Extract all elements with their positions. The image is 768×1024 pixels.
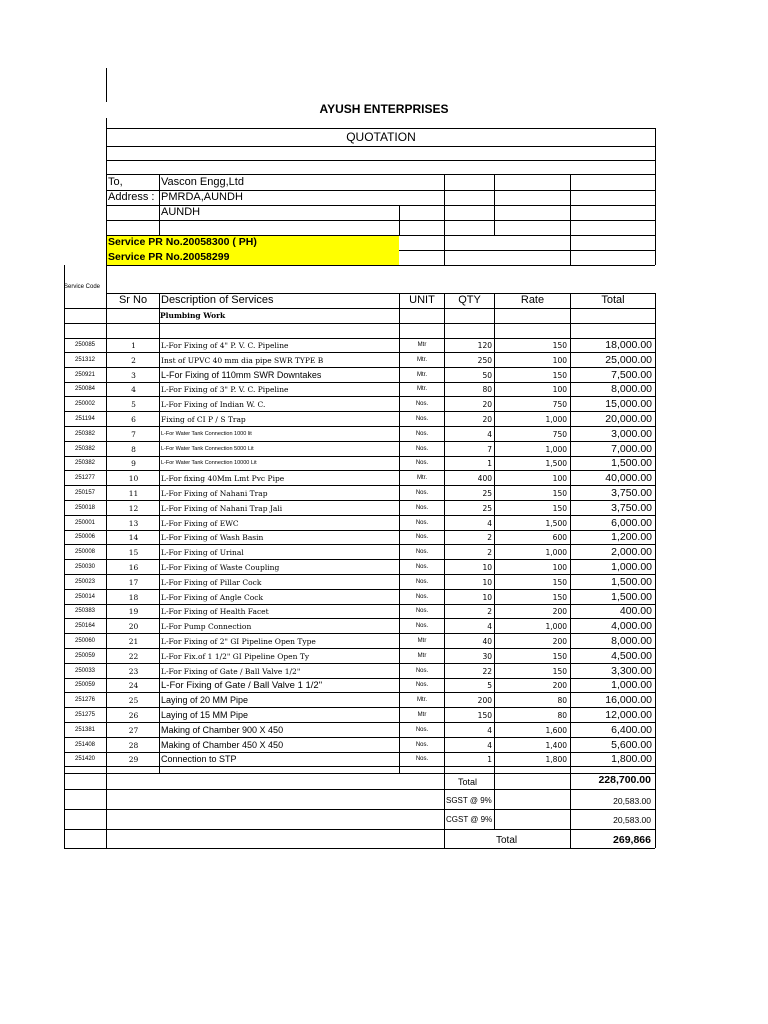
grand-total-label: Total <box>496 835 518 846</box>
total-cell: 12,000.00 <box>605 709 652 721</box>
sr-no-cell: 24 <box>128 681 139 690</box>
table-row <box>0 368 768 383</box>
table-row <box>0 634 768 649</box>
total-cell: 1,800.00 <box>611 753 652 765</box>
sr-no-cell: 23 <box>128 667 139 676</box>
description-cell: Fixing of CI P / S Trap <box>161 415 246 424</box>
total-cell: 3,750.00 <box>611 502 652 514</box>
qty-cell: 7 <box>487 445 492 454</box>
description-cell: Laying of 20 MM Pipe <box>161 695 249 705</box>
total-cell: 3,750.00 <box>611 487 652 499</box>
service-code-cell: 250059 <box>74 653 96 659</box>
rate-cell: 200 <box>552 637 567 646</box>
company-name: AYUSH ENTERPRISES <box>319 102 449 116</box>
qty-cell: 40 <box>482 637 492 646</box>
total-cell: 1,500.00 <box>611 457 652 469</box>
service-code-cell: 250382 <box>74 446 96 452</box>
table-row <box>0 693 768 708</box>
unit-cell: Nos. <box>415 608 429 614</box>
service-code-cell: 250030 <box>74 564 96 570</box>
unit-cell: Mtr. <box>417 475 427 481</box>
service-code-cell: 250084 <box>74 386 96 392</box>
document-title: QUOTATION <box>346 130 416 144</box>
unit-cell: Nos. <box>415 564 429 570</box>
sr-no-cell: 7 <box>131 430 136 439</box>
to-label: To, <box>108 176 123 188</box>
table-row <box>0 560 768 575</box>
qty-cell: 250 <box>477 356 492 365</box>
cgst-value: 20,583.00 <box>613 815 651 825</box>
rate-cell: 1,000 <box>545 445 567 454</box>
sr-no-cell: 22 <box>128 652 139 661</box>
description-cell: L-For Fixing of EWC <box>161 519 239 528</box>
unit-cell: Mtr <box>417 712 427 718</box>
service-code-cell: 250033 <box>74 668 96 674</box>
unit-cell: Nos. <box>415 682 429 688</box>
subtotal-label: Total <box>458 777 478 787</box>
total-cell: 15,000.00 <box>605 398 652 410</box>
description-cell: L-For Fixing of 3" P. V. C. Pipeline <box>161 385 289 394</box>
table-row <box>0 590 768 605</box>
rate-cell: 100 <box>552 385 567 394</box>
rate-cell: 1,000 <box>545 548 567 557</box>
service-code-cell: 251194 <box>75 416 95 422</box>
total-cell: 3,000.00 <box>611 428 652 440</box>
qty-cell: 50 <box>482 371 492 380</box>
description-cell: L-For Fixing of Gate / Ball Valve 1/2" <box>161 667 301 676</box>
header-unit: UNIT <box>409 294 435 306</box>
sr-no-cell: 6 <box>131 415 136 424</box>
cgst-label: CGST @ 9% <box>446 815 493 824</box>
service-code-cell: 250383 <box>74 608 96 614</box>
sr-no-cell: 10 <box>128 474 139 483</box>
description-cell: L-For Fixing of Urinal <box>161 548 244 557</box>
sr-no-cell: 9 <box>131 459 136 468</box>
description-cell: Inst of UPVC 40 mm dia pipe SWR TYPE B <box>161 356 324 365</box>
service-code-cell: 250921 <box>74 372 96 378</box>
unit-cell: Nos. <box>415 756 429 762</box>
description-cell: L-For Fixing of Gate / Ball Valve 1 1/2" <box>161 680 323 691</box>
header-description: Description of Services <box>161 294 274 306</box>
row-divider <box>64 766 655 767</box>
unit-cell: Mtr. <box>417 357 427 363</box>
to-value: Vascon Engg,Ltd <box>161 176 244 188</box>
total-cell: 20,000.00 <box>605 413 652 425</box>
rate-cell: 150 <box>552 652 567 661</box>
description-cell: Making of Chamber 900 X 450 <box>161 725 284 735</box>
qty-cell: 2 <box>487 548 492 557</box>
rate-cell: 100 <box>552 474 567 483</box>
unit-cell: Mtr <box>417 653 427 659</box>
sr-no-cell: 29 <box>128 755 139 764</box>
rate-cell: 150 <box>552 578 567 587</box>
description-cell: Laying of 15 MM Pipe <box>161 710 249 720</box>
total-cell: 4,000.00 <box>611 620 652 632</box>
unit-cell: Nos. <box>415 460 429 466</box>
description-cell: L-For Fixing of 4" P. V. C. Pipeline <box>161 341 289 350</box>
qty-cell: 1 <box>487 459 492 468</box>
section-heading: Plumbing Work <box>160 311 226 320</box>
table-row <box>0 516 768 531</box>
table-row <box>0 397 768 412</box>
table-row <box>0 471 768 486</box>
address-label: Address : <box>108 191 155 203</box>
table-row <box>0 678 768 693</box>
rate-cell: 750 <box>552 400 567 409</box>
qty-cell: 10 <box>482 578 492 587</box>
unit-cell: Nos. <box>415 623 429 629</box>
sr-no-cell: 1 <box>131 341 136 350</box>
subtotal-value: 228,700.00 <box>598 774 651 786</box>
description-cell: L-For Water Tank Connection 5000 Lit <box>161 446 254 452</box>
sr-no-cell: 17 <box>128 578 139 587</box>
description-cell: L-For Pump Connection <box>161 622 252 631</box>
sr-no-cell: 13 <box>128 519 139 528</box>
table-row <box>0 708 768 723</box>
sr-no-cell: 14 <box>128 533 139 542</box>
qty-cell: 4 <box>487 726 492 735</box>
address-line2: AUNDH <box>161 206 201 218</box>
description-cell: L-For Water Tank Connection 10000 Lit <box>161 460 257 466</box>
sr-no-cell: 21 <box>128 637 139 646</box>
service-code-cell: 251275 <box>74 712 96 718</box>
description-cell: L-For Fixing of Health Facet <box>161 607 269 616</box>
description-cell: L-For Fixing of Pillar Cock <box>161 578 262 587</box>
sr-no-cell: 4 <box>131 385 136 394</box>
table-row <box>0 486 768 501</box>
table-row <box>0 501 768 516</box>
qty-cell: 10 <box>482 593 492 602</box>
sr-no-cell: 27 <box>128 726 139 735</box>
table-row <box>0 412 768 427</box>
total-cell: 4,500.00 <box>611 650 652 662</box>
unit-cell: Nos. <box>415 520 429 526</box>
service-code-cell: 250018 <box>74 505 96 511</box>
description-cell: Connection to STP <box>161 754 237 764</box>
rate-cell: 1,500 <box>545 459 567 468</box>
sgst-value: 20,583.00 <box>613 796 651 806</box>
total-cell: 25,000.00 <box>605 354 652 366</box>
total-cell: 18,000.00 <box>605 339 652 351</box>
qty-cell: 2 <box>487 533 492 542</box>
rate-cell: 150 <box>552 593 567 602</box>
table-row <box>0 664 768 679</box>
total-cell: 1,000.00 <box>611 679 652 691</box>
qty-cell: 22 <box>482 667 492 676</box>
rate-cell: 600 <box>552 533 567 542</box>
table-row <box>0 382 768 397</box>
qty-cell: 150 <box>477 711 492 720</box>
total-cell: 1,500.00 <box>611 576 652 588</box>
table-row <box>0 530 768 545</box>
table-row <box>0 752 768 767</box>
rate-cell: 150 <box>552 489 567 498</box>
service-code-cell: 250157 <box>74 490 96 496</box>
rate-cell: 150 <box>552 667 567 676</box>
qty-cell: 20 <box>482 400 492 409</box>
header-qty: QTY <box>458 294 481 306</box>
total-cell: 40,000.00 <box>605 472 652 484</box>
total-cell: 400.00 <box>619 605 652 617</box>
qty-cell: 4 <box>487 741 492 750</box>
qty-cell: 4 <box>487 519 492 528</box>
description-cell: L-For Fixing of Nahani Trap Jali <box>161 504 283 513</box>
service-code-cell: 250164 <box>74 623 96 629</box>
rate-cell: 1,500 <box>545 519 567 528</box>
unit-cell: Mtr. <box>417 697 427 703</box>
total-cell: 6,400.00 <box>611 724 652 736</box>
sr-no-cell: 18 <box>128 593 139 602</box>
rate-cell: 100 <box>552 563 567 572</box>
rate-cell: 200 <box>552 607 567 616</box>
table-row <box>0 442 768 457</box>
sr-no-cell: 20 <box>128 622 139 631</box>
rate-cell: 1,000 <box>545 415 567 424</box>
sr-no-cell: 12 <box>128 504 139 513</box>
sr-no-cell: 15 <box>128 548 139 557</box>
description-cell: L-For Fixing of 2" GI Pipeline Open Type <box>161 637 316 646</box>
table-row <box>0 338 768 353</box>
rate-cell: 1,600 <box>545 726 567 735</box>
description-cell: L-For Fixing of Waste Coupling <box>161 563 280 572</box>
qty-cell: 25 <box>482 504 492 513</box>
unit-cell: Mtr <box>417 342 427 348</box>
rate-cell: 150 <box>552 371 567 380</box>
service-code-cell: 250382 <box>74 431 96 437</box>
unit-cell: Nos. <box>415 549 429 555</box>
total-cell: 8,000.00 <box>611 635 652 647</box>
qty-cell: 30 <box>482 652 492 661</box>
service-code-cell: 251312 <box>74 357 96 363</box>
header-sr-no: Sr No <box>118 294 148 306</box>
rate-cell: 200 <box>552 681 567 690</box>
rate-cell: 80 <box>557 696 567 705</box>
sr-no-cell: 26 <box>128 711 139 720</box>
unit-cell: Nos. <box>415 594 429 600</box>
service-code-cell: 250008 <box>74 549 96 555</box>
address-line1: PMRDA,AUNDH <box>161 191 243 203</box>
service-code-cell: 251381 <box>74 727 96 733</box>
qty-cell: 2 <box>487 607 492 616</box>
unit-cell: Mtr <box>417 638 427 644</box>
total-cell: 7,500.00 <box>611 369 652 381</box>
table-row <box>0 738 768 753</box>
qty-cell: 4 <box>487 622 492 631</box>
table-row <box>0 604 768 619</box>
unit-cell: Nos. <box>415 727 429 733</box>
service-code-cell: 250382 <box>74 460 96 466</box>
service-pr-1: Service PR No.20058300 ( PH) <box>108 236 257 248</box>
qty-cell: 20 <box>482 415 492 424</box>
table-row <box>0 649 768 664</box>
total-cell: 7,000.00 <box>611 443 652 455</box>
description-cell: L-For Water Tank Connection 1000 lit <box>161 431 252 437</box>
description-cell: L-For fixing 40Mm Lmt Pvc Pipe <box>161 474 285 483</box>
unit-cell: Nos. <box>415 401 429 407</box>
total-cell: 3,300.00 <box>611 665 652 677</box>
service-code-label: Service Code <box>64 284 101 290</box>
total-cell: 5,600.00 <box>611 739 652 751</box>
sr-no-cell: 8 <box>131 445 136 454</box>
sgst-label: SGST @ 9% <box>446 796 492 805</box>
service-code-cell: 251408 <box>74 742 96 748</box>
qty-cell: 25 <box>482 489 492 498</box>
service-pr-2: Service PR No.20058299 <box>108 251 230 263</box>
sr-no-cell: 3 <box>131 371 136 380</box>
qty-cell: 5 <box>487 681 492 690</box>
service-code-cell: 250060 <box>74 638 96 644</box>
service-code-cell: 250085 <box>74 342 96 348</box>
table-row <box>0 456 768 471</box>
qty-cell: 400 <box>477 474 492 483</box>
unit-cell: Nos. <box>415 579 429 585</box>
service-code-cell: 251277 <box>74 475 96 481</box>
qty-cell: 1 <box>487 755 492 764</box>
rate-cell: 1,400 <box>545 741 567 750</box>
unit-cell: Nos. <box>415 431 429 437</box>
sr-no-cell: 28 <box>128 741 139 750</box>
header-rate: Rate <box>520 294 545 306</box>
qty-cell: 120 <box>477 341 492 350</box>
sr-no-cell: 2 <box>131 356 136 365</box>
table-row <box>0 723 768 738</box>
unit-cell: Nos. <box>415 668 429 674</box>
unit-cell: Mtr. <box>417 386 427 392</box>
header-total: Total <box>601 294 625 306</box>
table-row <box>0 619 768 634</box>
qty-cell: 10 <box>482 563 492 572</box>
margin-line <box>106 68 107 102</box>
unit-cell: Nos. <box>415 742 429 748</box>
total-cell: 1,200.00 <box>611 531 652 543</box>
total-cell: 1,000.00 <box>611 561 652 573</box>
total-cell: 8,000.00 <box>611 383 652 395</box>
description-cell: L-For Fixing of Wash Basin <box>161 533 264 542</box>
sr-no-cell: 16 <box>128 563 139 572</box>
description-cell: L-For Fixing of 110mm SWR Downtakes <box>161 370 322 380</box>
unit-cell: Nos. <box>415 416 429 422</box>
sr-no-cell: 25 <box>128 696 139 705</box>
rate-cell: 1,800 <box>545 755 567 764</box>
service-code-cell: 250002 <box>74 401 96 407</box>
unit-cell: Nos. <box>415 490 429 496</box>
unit-cell: Nos. <box>415 505 429 511</box>
qty-cell: 80 <box>482 385 492 394</box>
sr-no-cell: 11 <box>128 489 139 498</box>
qty-cell: 4 <box>487 430 492 439</box>
description-cell: L-For Fixing of Angle Cock <box>161 593 263 602</box>
grand-total-value: 269,866 <box>613 834 651 846</box>
total-cell: 2,000.00 <box>611 546 652 558</box>
service-code-cell: 251276 <box>74 697 96 703</box>
sr-no-cell: 5 <box>131 400 136 409</box>
service-code-cell: 250023 <box>74 579 96 585</box>
rate-cell: 100 <box>552 356 567 365</box>
total-cell: 1,500.00 <box>611 591 652 603</box>
description-cell: L-For Fix.of 1 1/2" GI Pipeline Open Ty <box>161 652 310 661</box>
service-code-cell: 250014 <box>74 594 96 600</box>
rate-cell: 150 <box>552 504 567 513</box>
service-code-cell: 250059 <box>74 682 96 688</box>
service-code-cell: 250006 <box>74 534 96 540</box>
qty-cell: 200 <box>477 696 492 705</box>
unit-cell: Mtr. <box>417 372 427 378</box>
table-row <box>0 545 768 560</box>
rate-cell: 80 <box>557 711 567 720</box>
description-cell: Making of Chamber 450 X 450 <box>161 740 284 750</box>
total-cell: 6,000.00 <box>611 517 652 529</box>
unit-cell: Nos. <box>415 534 429 540</box>
rate-cell: 1,000 <box>545 622 567 631</box>
description-cell: L-For Fixing of Indian W. C. <box>161 400 266 409</box>
service-code-cell: 251420 <box>74 756 96 762</box>
rate-cell: 750 <box>552 430 567 439</box>
service-code-cell: 250001 <box>74 520 96 526</box>
table-row <box>0 575 768 590</box>
rate-cell: 150 <box>552 341 567 350</box>
sr-no-cell: 19 <box>128 607 139 616</box>
description-cell: L-For Fixing of Nahani Trap <box>161 489 268 498</box>
total-cell: 16,000.00 <box>605 694 652 706</box>
unit-cell: Nos. <box>415 446 429 452</box>
table-row <box>0 427 768 442</box>
table-row <box>0 353 768 368</box>
